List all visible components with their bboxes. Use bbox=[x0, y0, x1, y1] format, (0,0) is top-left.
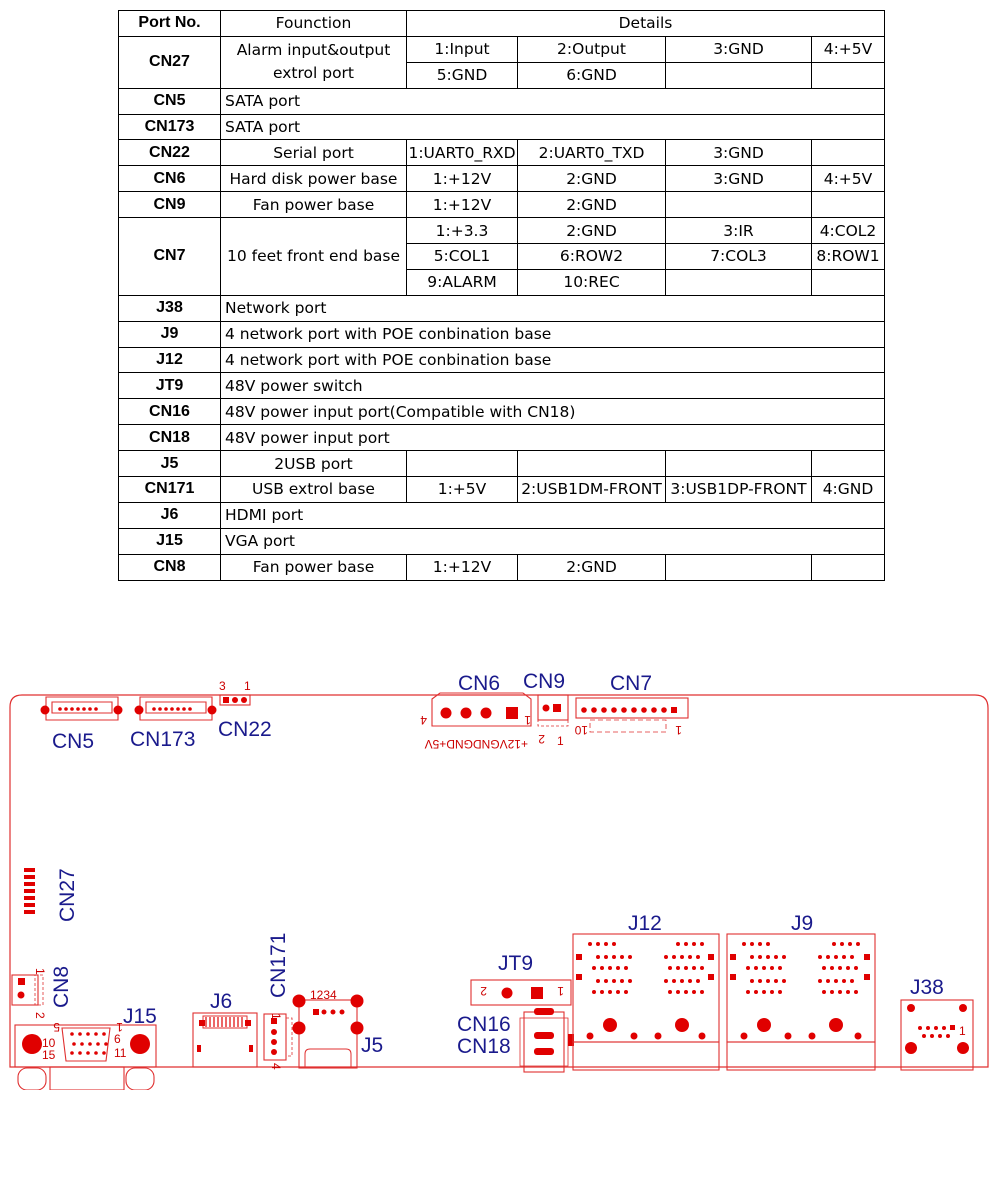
jt9-pin1: 1 bbox=[557, 984, 564, 998]
cn8-label: CN8 bbox=[50, 965, 73, 1008]
j38-pin1: 1 bbox=[959, 1024, 966, 1038]
detail-cell bbox=[666, 192, 812, 218]
table-row bbox=[119, 425, 885, 451]
function-cell: USB extrol base bbox=[221, 477, 407, 503]
port-cell: J6 bbox=[119, 502, 221, 528]
header-port: Port No. bbox=[119, 11, 221, 37]
table-row bbox=[119, 140, 885, 166]
detail-cell: 3:GND bbox=[666, 166, 812, 192]
function-cell: VGA port bbox=[221, 528, 885, 554]
detail-cell: 6:ROW2 bbox=[518, 244, 666, 270]
j6-hdmi-connector bbox=[193, 1013, 257, 1067]
cn171-header bbox=[264, 1014, 292, 1060]
cn5-label: CN5 bbox=[52, 730, 95, 753]
port-cell: CN7 bbox=[119, 218, 221, 296]
table-row bbox=[119, 477, 885, 503]
detail-cell: 5:COL1 bbox=[407, 244, 518, 270]
detail-cell: 4:+5V bbox=[812, 166, 885, 192]
function-cell: Fan power base bbox=[221, 554, 407, 580]
detail-cell: 2:UART0_TXD bbox=[518, 140, 666, 166]
detail-cell: 3:GND bbox=[666, 36, 812, 62]
detail-cell: 2:GND bbox=[518, 192, 666, 218]
detail-cell: 4:GND bbox=[812, 477, 885, 503]
cn171-label: CN171 bbox=[267, 932, 290, 998]
cn8-connector bbox=[12, 975, 43, 1005]
port-cell: CN18 bbox=[119, 425, 221, 451]
port-cell: J12 bbox=[119, 347, 221, 373]
port-cell: J9 bbox=[119, 321, 221, 347]
j9-rj45-poe bbox=[727, 934, 875, 1070]
function-cell: Network port bbox=[221, 295, 885, 321]
cn8-pin2: 2 bbox=[33, 1012, 47, 1019]
port-table bbox=[118, 10, 885, 581]
port-cell: J5 bbox=[119, 451, 221, 477]
detail-cell: 4:COL2 bbox=[812, 218, 885, 244]
j6-label: J6 bbox=[210, 990, 233, 1013]
detail-cell: 9:ALARM bbox=[407, 269, 518, 295]
j5-pin-numbers: 1234 bbox=[310, 988, 337, 1002]
cn22-label: CN22 bbox=[218, 718, 272, 741]
function-cell: 10 feet front end base bbox=[221, 218, 407, 296]
function-cell: Alarm input&output extrol port bbox=[221, 36, 407, 88]
table-row bbox=[119, 88, 885, 114]
j15-pin11: 11 bbox=[114, 1046, 127, 1060]
detail-cell: 2:GND bbox=[518, 166, 666, 192]
table-row bbox=[119, 192, 885, 218]
cn171-pin4: 4 bbox=[269, 1063, 283, 1070]
detail-cell bbox=[812, 451, 885, 477]
detail-cell bbox=[407, 451, 518, 477]
port-cell: J15 bbox=[119, 528, 221, 554]
j15-label: J15 bbox=[123, 1005, 157, 1028]
function-cell: Fan power base bbox=[221, 192, 407, 218]
detail-cell: 2:USB1DM-FRONT bbox=[518, 477, 666, 503]
table-row bbox=[119, 321, 885, 347]
cn27-label: CN27 bbox=[56, 868, 79, 922]
detail-cell: 1:Input bbox=[407, 36, 518, 62]
port-cell: J38 bbox=[119, 295, 221, 321]
detail-cell: 1:+12V bbox=[407, 166, 518, 192]
j15-vga-connector bbox=[15, 1025, 156, 1090]
function-cell: 4 network port with POE conbination base bbox=[221, 347, 885, 373]
cn22-header bbox=[220, 695, 250, 705]
cn8-pin1: 1 bbox=[33, 968, 47, 975]
port-cell: JT9 bbox=[119, 373, 221, 399]
detail-cell bbox=[518, 451, 666, 477]
detail-cell: 3:USB1DP-FRONT bbox=[666, 477, 812, 503]
cn173-connector bbox=[135, 697, 217, 720]
table-row bbox=[119, 218, 885, 244]
cn5-connector bbox=[41, 697, 123, 720]
detail-cell bbox=[666, 269, 812, 295]
j5-usb-connector bbox=[293, 995, 364, 1069]
j15-pin10: 10 bbox=[42, 1036, 56, 1050]
detail-cell: 1:+12V bbox=[407, 192, 518, 218]
cn6-label: CN6 bbox=[458, 672, 501, 695]
function-cell: 4 network port with POE conbination base bbox=[221, 321, 885, 347]
table-row bbox=[119, 451, 885, 477]
table-row bbox=[119, 554, 885, 580]
cn6-pin1: 1 bbox=[524, 713, 531, 727]
detail-cell bbox=[812, 554, 885, 580]
function-cell: 2USB port bbox=[221, 451, 407, 477]
cn6-voltage-labels: +12VGNDGND+5V bbox=[424, 737, 528, 751]
detail-cell: 3:GND bbox=[666, 140, 812, 166]
j15-pin15: 15 bbox=[42, 1048, 56, 1062]
function-cell: Hard disk power base bbox=[221, 166, 407, 192]
detail-cell: 6:GND bbox=[518, 62, 666, 88]
function-cell: SATA port bbox=[221, 114, 885, 140]
pcb-board-diagram bbox=[0, 650, 1000, 1090]
cn9-pin2: 2 bbox=[538, 732, 545, 746]
detail-cell bbox=[666, 62, 812, 88]
jt9-label: JT9 bbox=[498, 952, 534, 975]
cn173-label: CN173 bbox=[130, 728, 196, 751]
cn7-label: CN7 bbox=[610, 672, 653, 695]
function-cell: 48V power input port(Compatible with CN18) bbox=[221, 399, 885, 425]
detail-cell: 1:+12V bbox=[407, 554, 518, 580]
table-row bbox=[119, 502, 885, 528]
j12-label: J12 bbox=[628, 912, 662, 935]
detail-cell bbox=[812, 62, 885, 88]
cn9-label: CN9 bbox=[523, 670, 566, 693]
cn27-header bbox=[24, 868, 35, 914]
cn171-pin1: 1 bbox=[269, 1013, 283, 1020]
port-cell: CN27 bbox=[119, 36, 221, 88]
port-cell: CN5 bbox=[119, 88, 221, 114]
cn6-connector bbox=[432, 693, 531, 726]
detail-cell: 2:GND bbox=[518, 218, 666, 244]
cn7-pin10: 10 bbox=[574, 723, 588, 737]
function-cell: Serial port bbox=[221, 140, 407, 166]
detail-cell: 3:IR bbox=[666, 218, 812, 244]
cn16-cn18-power-jack bbox=[520, 1008, 574, 1072]
port-cell: CN171 bbox=[119, 477, 221, 503]
detail-cell: 10:REC bbox=[518, 269, 666, 295]
cn16-label: CN16 bbox=[457, 1013, 511, 1036]
port-cell: CN6 bbox=[119, 166, 221, 192]
function-cell: 48V power input port bbox=[221, 425, 885, 451]
table-row bbox=[119, 399, 885, 425]
j38-label: J38 bbox=[910, 976, 944, 999]
j5-label: J5 bbox=[361, 1034, 384, 1057]
cn18-label: CN18 bbox=[457, 1035, 511, 1058]
table-row bbox=[119, 528, 885, 554]
port-cell: CN8 bbox=[119, 554, 221, 580]
function-cell: HDMI port bbox=[221, 502, 885, 528]
table-row bbox=[119, 295, 885, 321]
port-cell: CN22 bbox=[119, 140, 221, 166]
jt9-pin2: 2 bbox=[480, 984, 487, 998]
detail-cell: 5:GND bbox=[407, 62, 518, 88]
table-row bbox=[119, 166, 885, 192]
j15-pin6: 6 bbox=[114, 1032, 121, 1046]
cn22-pin3: 3 bbox=[219, 679, 226, 693]
detail-cell: 8:ROW1 bbox=[812, 244, 885, 270]
function-cell: 48V power switch bbox=[221, 373, 885, 399]
table-row bbox=[119, 114, 885, 140]
cn9-connector bbox=[538, 695, 568, 726]
j12-rj45-poe bbox=[573, 934, 719, 1070]
detail-cell bbox=[812, 192, 885, 218]
detail-cell bbox=[666, 451, 812, 477]
header-function: Founction bbox=[221, 11, 407, 37]
detail-cell: 2:Output bbox=[518, 36, 666, 62]
detail-cell: 1:+3.3 bbox=[407, 218, 518, 244]
port-cell: CN16 bbox=[119, 399, 221, 425]
port-cell: CN9 bbox=[119, 192, 221, 218]
table-row bbox=[119, 347, 885, 373]
cn22-pin1: 1 bbox=[244, 679, 251, 693]
table-row bbox=[119, 36, 885, 62]
j15-pin5: 5 bbox=[53, 1020, 60, 1034]
detail-cell: 4:+5V bbox=[812, 36, 885, 62]
cn6-pin4: 4 bbox=[420, 713, 427, 727]
header-details: Details bbox=[407, 11, 885, 37]
table-header-row bbox=[119, 11, 885, 37]
function-cell: SATA port bbox=[221, 88, 885, 114]
port-cell: CN173 bbox=[119, 114, 221, 140]
table-row bbox=[119, 373, 885, 399]
detail-cell: 7:COL3 bbox=[666, 244, 812, 270]
cn7-connector bbox=[576, 698, 688, 732]
cn7-pin1: 1 bbox=[675, 723, 682, 737]
j9-label: J9 bbox=[791, 912, 814, 935]
detail-cell bbox=[666, 554, 812, 580]
detail-cell bbox=[812, 269, 885, 295]
detail-cell: 1:UART0_RXD bbox=[407, 140, 518, 166]
detail-cell: 2:GND bbox=[518, 554, 666, 580]
detail-cell: 1:+5V bbox=[407, 477, 518, 503]
detail-cell bbox=[812, 140, 885, 166]
j15-pin1: 1 bbox=[116, 1020, 123, 1034]
cn9-pin1: 1 bbox=[557, 734, 564, 748]
